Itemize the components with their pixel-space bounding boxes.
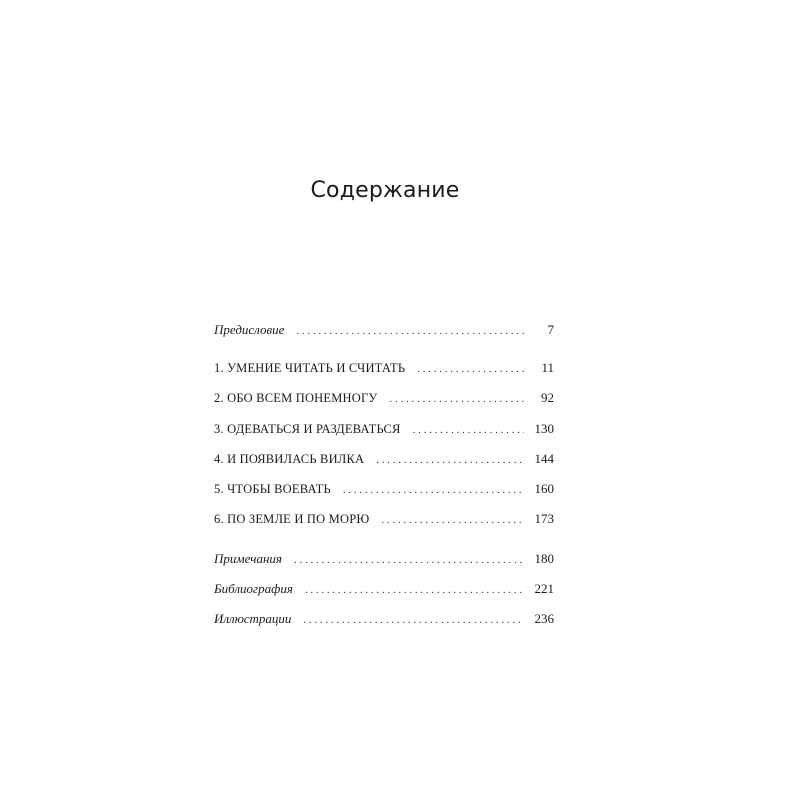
page-title: Содержание [310,178,460,203]
toc-entry-label: Библиография [214,581,293,596]
toc-entry-page: 173 [534,511,554,526]
toc-entry-chapter-6 [214,511,554,531]
toc-entry-page: 92 [541,390,554,405]
toc-entry-page: 7 [547,322,554,337]
dot-leader [305,584,524,596]
toc-entry-label: 1. УМЕНИЕ ЧИТАТЬ И СЧИТАТЬ [214,361,406,375]
dot-leader [296,325,524,337]
toc-entry-label: 5. ЧТОБЫ ВОЕВАТЬ [214,482,331,496]
toc-entry-chapter-4 [214,451,554,471]
toc-entry-label: 4. И ПОЯВИЛАСЬ ВИЛКА [214,452,365,466]
toc-entry-label: 6. ПО ЗЕМЛЕ И ПО МОРЮ [214,512,370,526]
toc-entry-page: 11 [541,360,554,375]
dot-leader [303,614,524,626]
toc-entry-chapter-2 [214,390,554,410]
toc-entry-page: 221 [534,581,554,596]
toc-entry-label: 3. ОДЕВАТЬСЯ И РАЗДЕВАТЬСЯ [214,422,401,436]
dot-leader [294,554,524,566]
toc-entry-preface [214,322,554,342]
dot-leader [389,393,524,405]
toc-entry-label: 2. ОБО ВСЕМ ПОНЕМНОГУ [214,391,378,405]
toc-entry-page: 144 [534,451,554,466]
toc-entry-page: 130 [534,421,554,436]
toc-entry-label: Иллюстрации [214,611,292,626]
toc-entry-chapter-5 [214,481,554,501]
toc-entry-label: Предисловие [214,322,285,337]
toc-entry-chapter-1 [214,360,554,380]
toc-entry-chapter-3 [214,421,554,441]
toc-entry-notes [214,551,554,571]
dot-leader [413,424,524,436]
dot-leader [417,363,524,375]
dot-leader [376,454,524,466]
dot-leader [381,514,524,526]
toc-entry-page: 180 [534,551,554,566]
toc-entry-page: 236 [534,611,554,626]
toc-entry-label: Примечания [214,551,282,566]
toc-entry-bibliography [214,581,554,601]
dot-leader [343,484,524,496]
toc-entry-page: 160 [534,481,554,496]
toc-entry-illustrations [214,611,554,631]
